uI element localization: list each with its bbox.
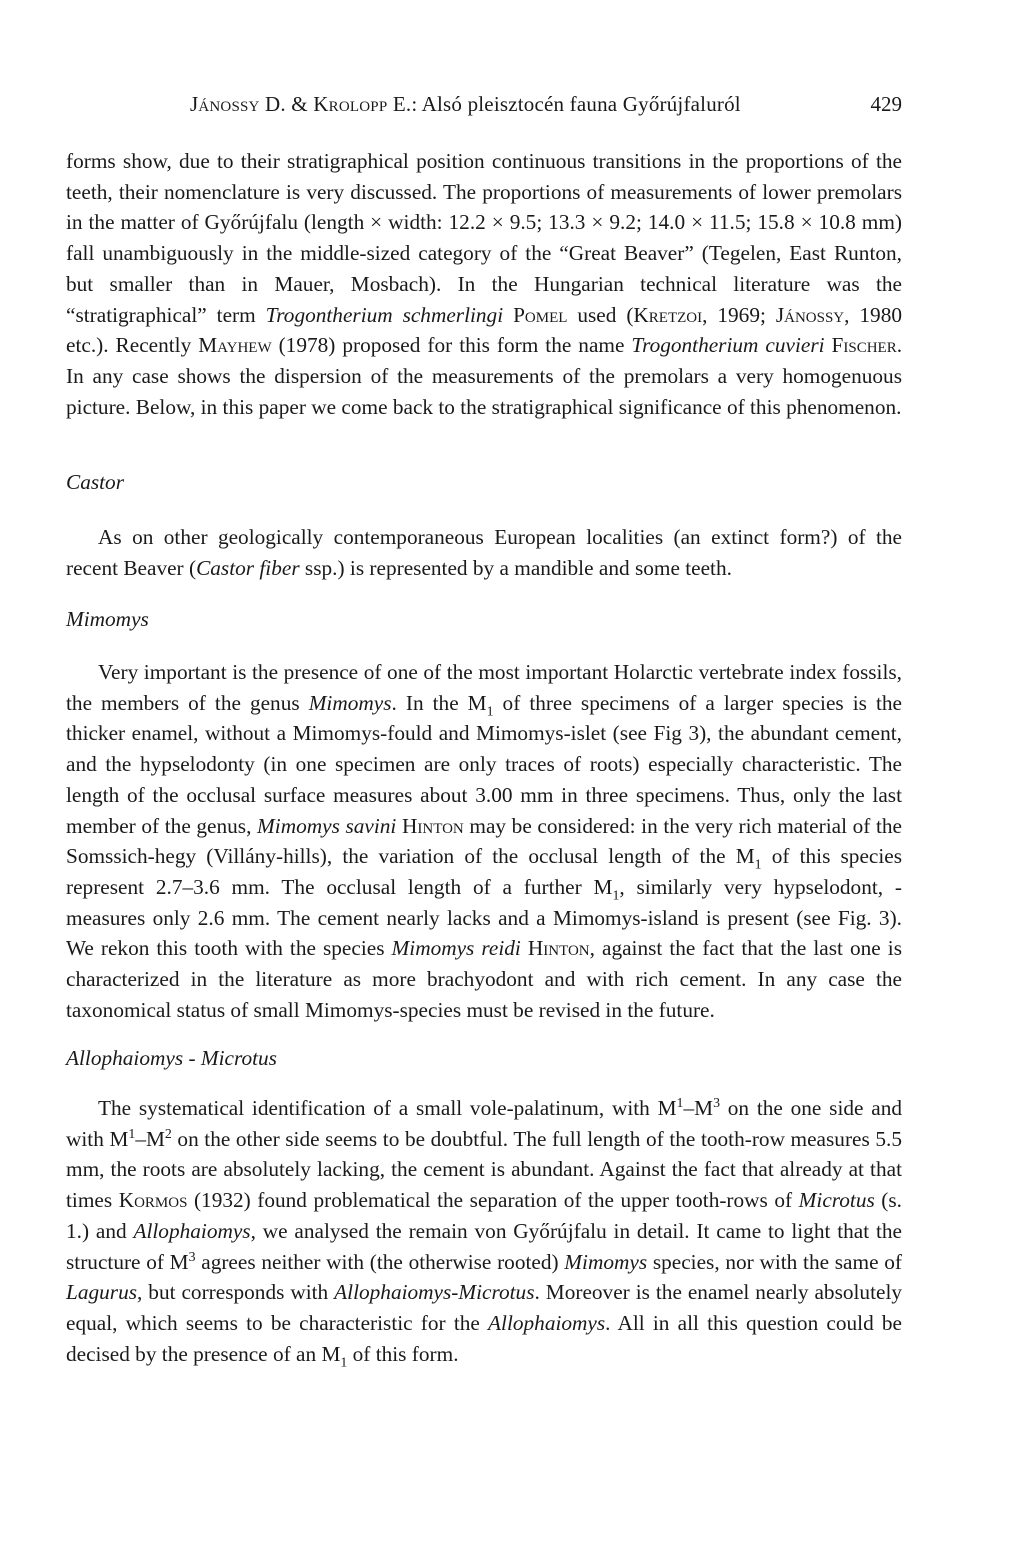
text-run: of this form. (347, 1341, 459, 1366)
taxon-name: Mimomys (308, 690, 392, 715)
taxon-name: Allophaiomys (488, 1310, 606, 1335)
author-name: Hinton (401, 813, 464, 838)
paragraph-allophaiomys (66, 1093, 902, 1369)
text-run: (1932) found problematical the separation of the upper tooth-rows of (187, 1188, 799, 1213)
paragraph-castor (66, 522, 902, 583)
taxon-name: Trogontherium schmerlingi (265, 302, 504, 327)
text-run (521, 936, 528, 960)
paragraph-mimomys (66, 657, 902, 1025)
superscript: 3 (713, 1094, 720, 1110)
taxon-name: Mimomys savini (257, 813, 397, 838)
subscript: 1 (612, 887, 620, 903)
text-run: forms show, due to their stratigraphical position continuous transitions in the proportions of the teeth, their nomenclature is very discussed. The proportions of measurements of lower premolars in the matter of Győrújfalu (length × width: 12.2 × 9.5; 13.3 × 9.2; 14.0 × 11.5; 15.8 × 10.8 mm) fall unambiguously in the middle-sized category of the “Great Beaver” (Tegelen, East Runton, but smaller than in Mauer, Mosbach). In the Hungarian technical literature was the “stratigraphical” term (66, 149, 902, 327)
taxon-name: Lagurus (66, 1280, 138, 1305)
text-run: –M (683, 1096, 714, 1120)
taxon-name: Allophaiomys-Microtus (334, 1280, 535, 1305)
text-run: , but corresponds with (137, 1280, 335, 1305)
text-run: ssp.) is represented by a mandible and some teeth. (299, 555, 732, 580)
taxon-name: Mimomys (564, 1249, 648, 1274)
taxon-name: Allophaiomys (133, 1218, 251, 1243)
text-run: on the other side seems to be doubtful. The full length of the tooth-row measures 5.5 mm, the roots are absolutely lacking, the cement is abundant. Against the fact that already at that times (66, 1126, 902, 1213)
subscript: 1 (340, 1353, 348, 1369)
superscript: 1 (676, 1094, 684, 1110)
text-run: . In the M (391, 690, 487, 715)
text-run: , 1969; (702, 302, 776, 327)
superscript: 2 (164, 1125, 172, 1141)
text-run: of three specimens of a larger species is the thicker enamel, without a Mimomys-fould and Mimomys-islet (see Fig 3), the abundant cement, and the hypselodonty (in one specimen are only traces of roots) especially characteristic. The length of the occlusal surface measures about 3.00 mm in three specimens. Thus, only the last member of the genus, (66, 690, 902, 838)
text-run (503, 303, 513, 327)
text-run: . All in all this question could be decised by the presence of an M (66, 1310, 903, 1366)
taxon-name: Castor fiber (196, 555, 300, 580)
text-run: may be considered: in the very rich material of the Somssich-hegy (Villány-hills), the variation of the occlusal length of the M (66, 813, 902, 869)
text-run: . Moreover is the enamel nearly absolutely equal, which seems to be characteristic for the (66, 1280, 903, 1335)
text-run: (s. 1.) and (66, 1188, 903, 1243)
text-run: on the one side and with M (66, 1096, 902, 1151)
paragraph-trogontherium (66, 146, 902, 422)
text-run: (1978) proposed for this form the name (271, 333, 632, 358)
text-run: , similarly very hypselodont, - measures only 2.6 mm. The cement nearly lacks and a Mimomys-island is present (see Fig. 3). We rekon this tooth with the species (66, 874, 902, 961)
taxon-name: Microtus (798, 1188, 875, 1213)
taxon-name: Trogontherium cuvieri (631, 333, 825, 358)
text-run: . In any case shows the dispersion of the measurements of the premolars a very homogenuous picture. Below, in this paper we come back to the stratigraphical significance of this phenomenon. (66, 333, 903, 419)
author-name: Pomel (513, 302, 568, 327)
text-run: , 1980 etc.). Recently (66, 302, 902, 358)
text-run: , we analysed the remain von Győrújfalu in detail. It came to light that the structure of M (66, 1218, 902, 1274)
text-run: As on other geologically contemporaneous European localities (an extinct form?) of the recent Beaver ( (66, 525, 902, 580)
author-initial: D. & (259, 92, 314, 116)
running-head-authors-title (190, 89, 741, 119)
text-run: of this species represent 2.7–3.6 mm. The occlusal length of a further M (66, 844, 903, 899)
text-run (825, 333, 832, 357)
author-surname: Jánossy (190, 92, 260, 116)
page-number: 429 (870, 92, 902, 116)
text-run: agrees neither with (the otherwise rooted) (195, 1249, 565, 1274)
section-heading-castor: Castor (66, 470, 124, 494)
text-run: The systematical identification of a small vole-palatinum, with M (98, 1096, 677, 1120)
author-surname: Krolopp (313, 92, 388, 116)
superscript: 1 (128, 1125, 136, 1141)
text-run: , against the fact that the last one is characterized in the literature as more brachyodont and with rich cement. In any case the taxonomical status of small Mimomys-species must be revised in the future. (66, 936, 902, 1022)
superscript: 3 (188, 1248, 196, 1264)
text-run: species, nor with the same of (647, 1249, 902, 1274)
section-heading-allophaiomys-microtus: Allophaiomys - Microtus (66, 1046, 277, 1070)
subscript: 1 (486, 702, 494, 718)
running-head (66, 89, 902, 119)
text-run: –M (135, 1126, 165, 1151)
taxon-name: Mimomys reidi (391, 936, 521, 961)
article-title: E.: Alsó pleisztocén fauna Győrújfaluról (387, 92, 741, 116)
subscript: 1 (754, 856, 762, 872)
author-name: Fischer (831, 333, 897, 358)
author-name: Jánossy (775, 302, 845, 327)
section-heading-mimomys: Mimomys (66, 607, 149, 631)
author-name: Hinton (527, 936, 590, 961)
author-name: Kretzoi (633, 302, 703, 327)
text-run: Very important is the presence of one of the most important Holarctic vertebrate index fossils, the members of the genus (66, 660, 902, 715)
author-name: Kormos (118, 1188, 188, 1213)
author-name: Mayhew (198, 333, 272, 358)
text-run: used ( (567, 302, 634, 327)
